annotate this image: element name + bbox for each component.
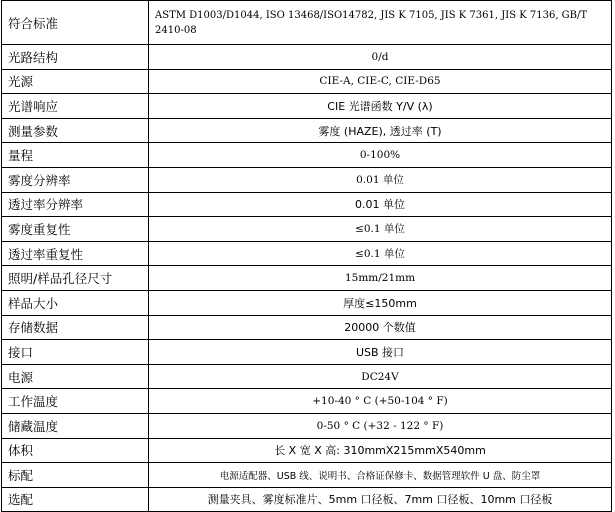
row-label: 透过率分辨率 [2,192,149,217]
table-row [2,413,612,438]
row-value: 0.01 单位 [149,192,612,217]
row-label: 符合标准 [2,1,149,45]
row-label: 接口 [2,340,149,365]
table-row [2,438,612,463]
table-row [2,192,612,217]
table-row [2,290,612,315]
row-label: 照明/样品孔径尺寸 [2,266,149,291]
table-row [2,241,612,266]
table-row [2,463,612,488]
row-value: 20000 个数值 [149,315,612,340]
row-value: 雾度 (HAZE), 透过率 (T) [149,118,612,143]
row-label: 电源 [2,364,149,389]
table-row [2,118,612,143]
row-label: 光源 [2,69,149,94]
row-label: 标配 [2,463,149,488]
row-value: DC24V [149,364,612,389]
table-row [2,94,612,119]
table-row [2,389,612,414]
row-value: 0/d [149,45,612,70]
row-value: 测量夹具、雾度标准片、5mm 口径板、7mm 口径板、10mm 口径板 [149,487,612,512]
row-label: 测量参数 [2,118,149,143]
row-label: 样品大小 [2,290,149,315]
row-label: 光路结构 [2,45,149,70]
row-value: +10-40 ° C (+50-104 ° F) [149,389,612,414]
row-value: ≤0.1 单位 [149,241,612,266]
table-row [2,69,612,94]
row-label: 储藏温度 [2,413,149,438]
row-label: 雾度重复性 [2,217,149,242]
row-label: 存储数据 [2,315,149,340]
table-row [2,340,612,365]
table-row [2,315,612,340]
row-value: ASTM D1003/D1044, ISO 13468/ISO14782, JIS K 7105, JIS K 7361, JIS K 7136, GB/T 2410-08 [149,1,612,45]
table-row [2,1,612,45]
table-row [2,143,612,168]
row-value: 厚度≤150mm [149,290,612,315]
row-label: 雾度分辨率 [2,167,149,192]
row-label: 光谱响应 [2,94,149,119]
row-label: 选配 [2,487,149,512]
row-value: 0-50 ° C (+32 - 122 ° F) [149,413,612,438]
row-value: 电源适配器、USB 线、说明书、合格证保修卡、数据管理软件 U 盘、防尘罩 [149,463,612,488]
row-label: 透过率重复性 [2,241,149,266]
row-value: 长 X 宽 X 高: 310mmX215mmX540mm [149,438,612,463]
row-label: 量程 [2,143,149,168]
table-row [2,45,612,70]
table-row [2,364,612,389]
row-value: 15mm/21mm [149,266,612,291]
row-value: ≤0.1 单位 [149,217,612,242]
spec-table [1,0,612,512]
row-value: 0.01 单位 [149,167,612,192]
row-value: 0-100% [149,143,612,168]
row-value: CIE 光谱函数 Y/V (λ) [149,94,612,119]
row-value: CIE-A, CIE-C, CIE-D65 [149,69,612,94]
row-label: 工作温度 [2,389,149,414]
table-row [2,217,612,242]
row-label: 体积 [2,438,149,463]
table-row [2,266,612,291]
row-value: USB 接口 [149,340,612,365]
table-row [2,487,612,512]
table-row [2,167,612,192]
